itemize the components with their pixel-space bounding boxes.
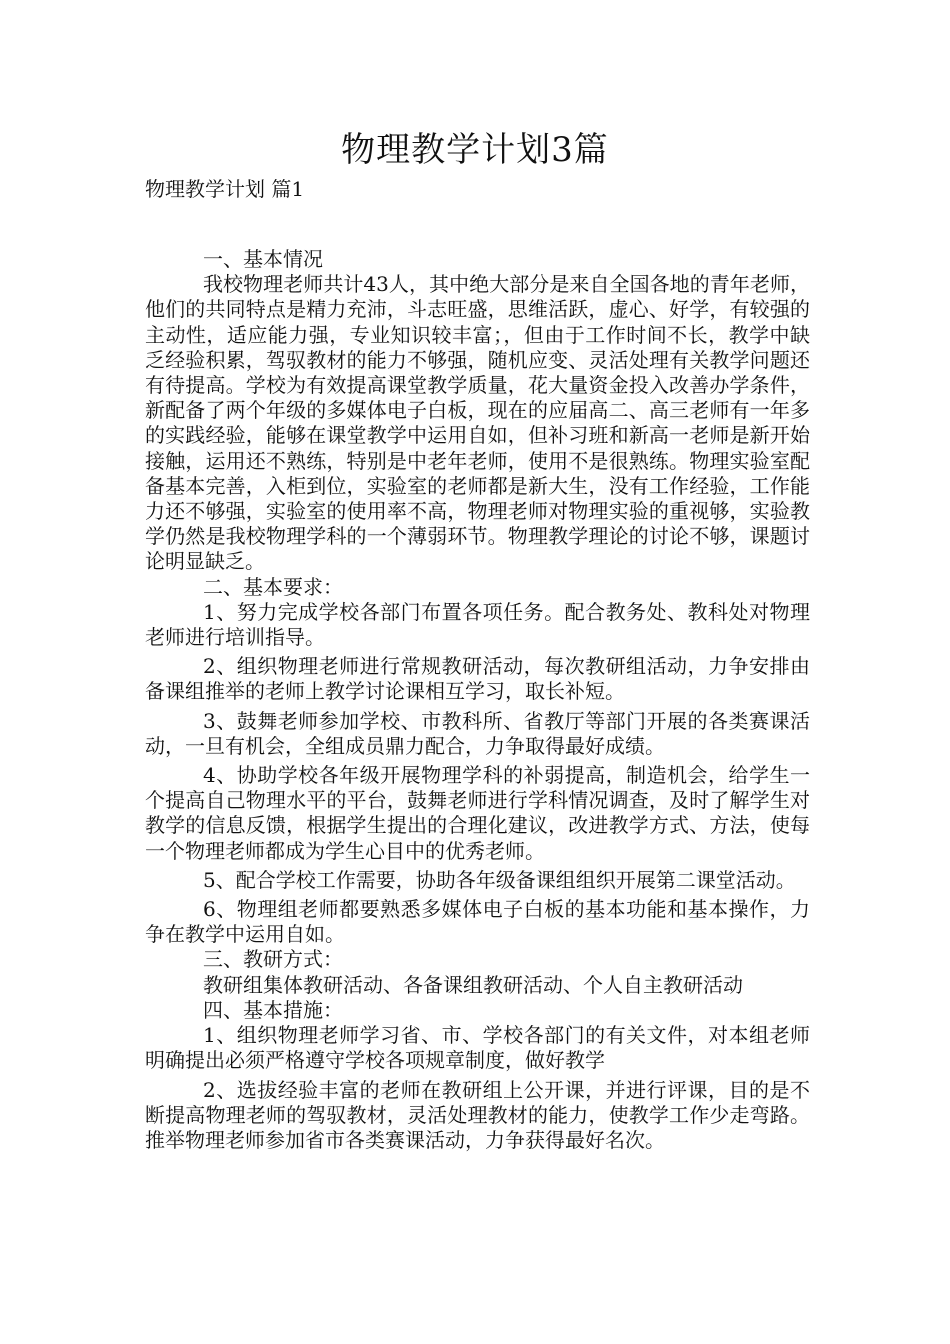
document-body [145, 247, 810, 1153]
paragraph: 6、物理组老师都要熟悉多媒体电子白板的基本功能和基本操作，力争在教学中运用自如。 [145, 897, 810, 947]
document-title: 物理教学计划3篇 [341, 130, 609, 170]
paragraph: 3、鼓舞老师参加学校、市教科所、省教厅等部门开展的各类赛课活动，一旦有机会，全组成员鼎力配合，力争取得最好成绩。 [145, 708, 810, 758]
paragraph: 教研组集体教研活动、各备课组教研活动、个人自主教研活动 [203, 972, 743, 997]
section-heading-basic-requirements: 二、基本要求： [203, 574, 343, 599]
paragraph: 我校物理老师共计43人，其中绝大部分是来自全国各地的青年老师，他们的共同特点是精力充沛，斗志旺盛，思维活跃，虚心、好学，有较强的主动性，适应能力强，专业知识较丰富；，但由于工作时间不长，教学中缺乏经验积累，驾驭教材的能力不够强，随机应变、灵活处理有关教学问题还有待提高。学校为有效提高课堂教学质量，花大量资金投入改善办学条件，新配备了两个年级的多媒体电子白板，现在的应届高二、高三老师有一年多的实践经验，能够在课堂教学中运用自如，但补习班和新高一老师是新开始接触，运用还不熟练，特别是中老年老师，使用不是很熟练。物理实验室配备基本完善，入柜到位，实验室的老师都是新大生，没有工作经验，工作能力还不够强，实验室的使用率不高，物理老师对物理实验的重视够，实验教学仍然是我校物理学科的一个薄弱环节。物理教学理论的讨论不够，课题讨论明显缺乏。 [145, 272, 810, 574]
paragraph: 2、选拔经验丰富的老师在教研组上公开课，并进行评课，目的是不断提高物理老师的驾驭教材，灵活处理教材的能力，使教学工作少走弯路。推举物理老师参加省市各类赛课活动，力争获得最好名次。 [145, 1077, 810, 1152]
section-heading-research-method: 三、教研方式： [203, 947, 343, 972]
paragraph: 1、努力完成学校各部门布置各项任务。配合教务处、教科处对物理老师进行培训指导。 [145, 599, 810, 650]
section-heading-basic-measures: 四、基本措施： [203, 997, 343, 1022]
paragraph: 5、配合学校工作需要，协助各年级备课组组织开展第二课堂活动。 [203, 867, 796, 892]
paragraph: 1、组织物理老师学习省、市、学校各部门的有关文件，对本组老师明确提出必须严格遵守学校各项规章制度，做好教学 [145, 1023, 810, 1073]
paragraph: 2、组织物理老师进行常规教研活动，每次教研组活动，力争安排由备课组推举的老师上教学讨论课相互学习，取长补短。 [145, 654, 810, 704]
document-subtitle: 物理教学计划 篇1 [145, 177, 305, 201]
paragraph: 4、协助学校各年级开展物理学科的补弱提高，制造机会，给学生一个提高自己物理水平的平台，鼓舞老师进行学科情况调查，及时了解学生对教学的信息反馈，根据学生提出的合理化建议，改进教学方式、方法，使每一个物理老师都成为学生心目中的优秀老师。 [145, 763, 810, 863]
section-heading-basic-situation: 一、基本情况 [203, 247, 323, 271]
